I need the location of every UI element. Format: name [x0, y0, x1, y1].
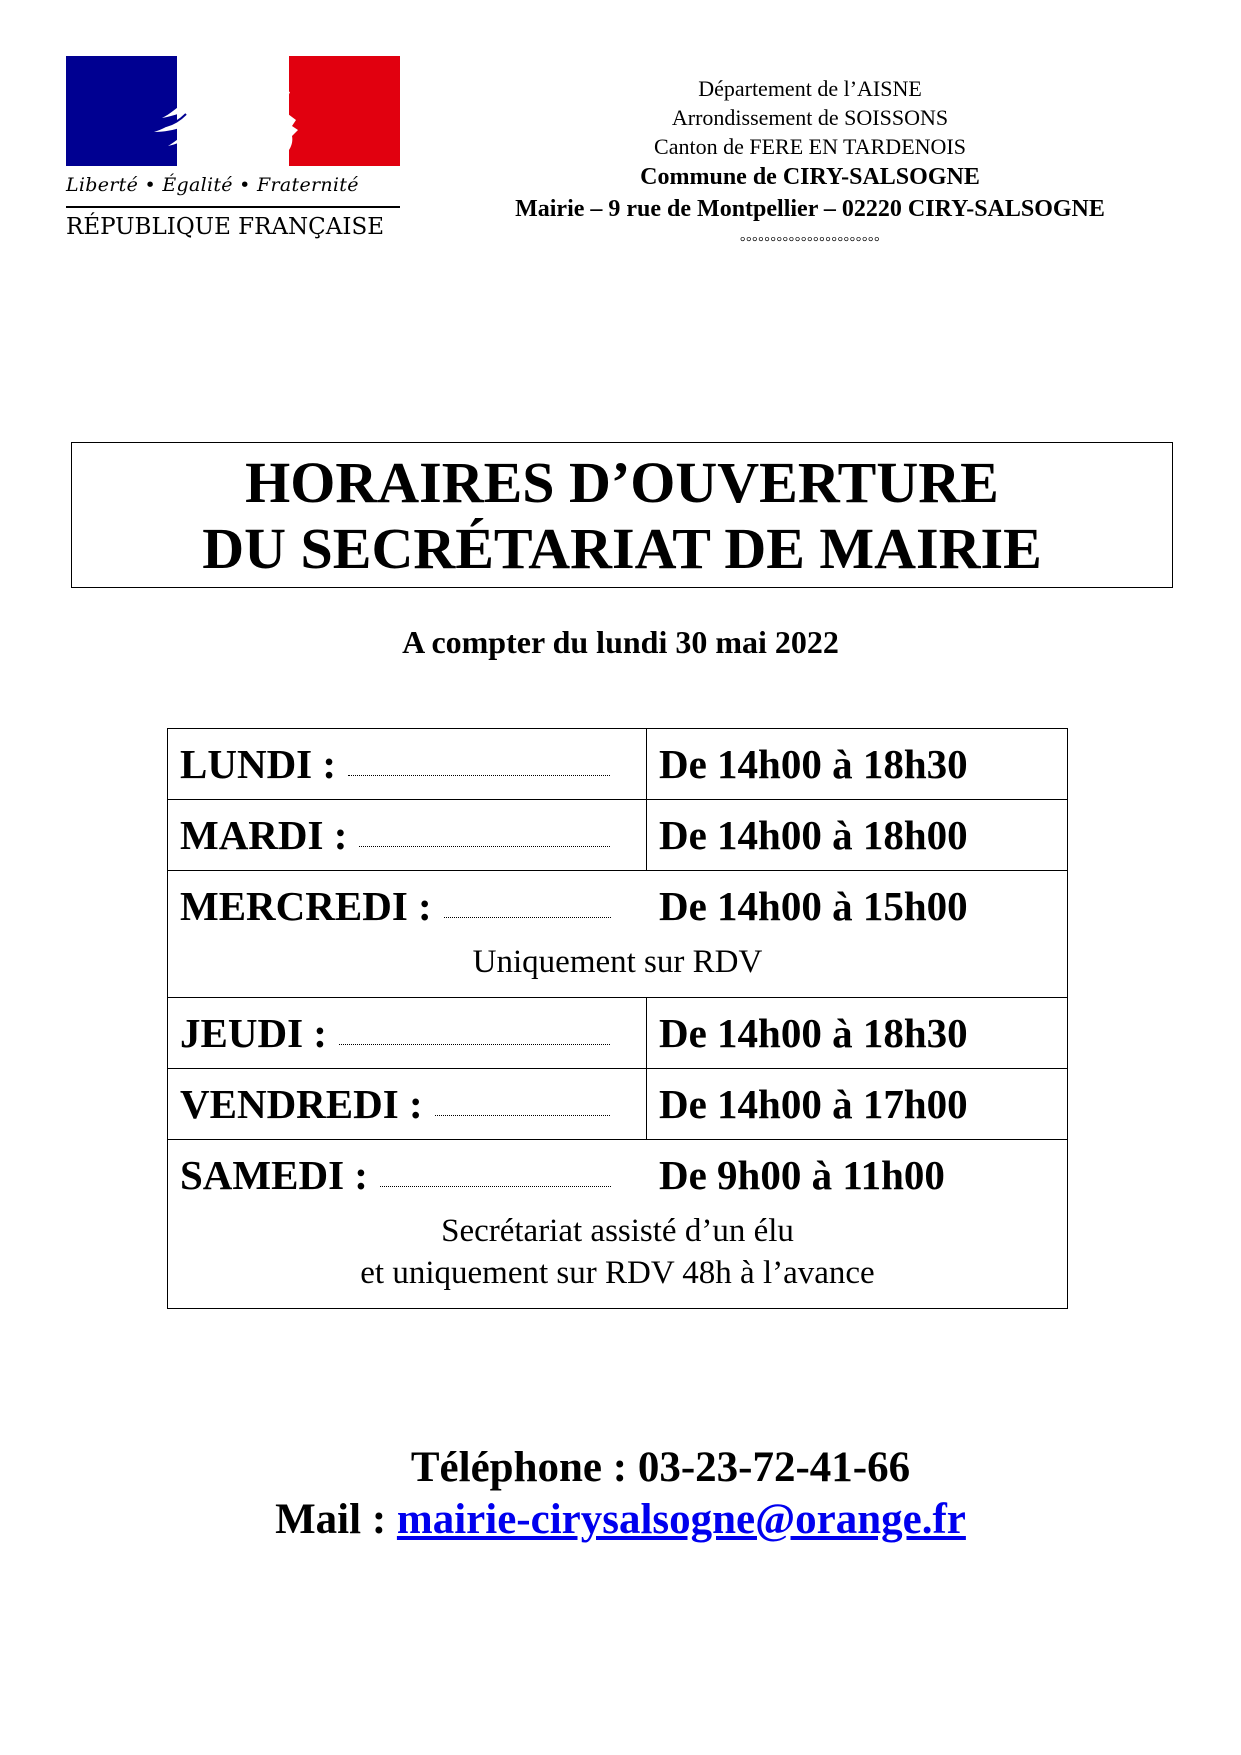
department-line: Département de l’AISNE: [698, 76, 922, 101]
dotted-leader: [435, 1114, 610, 1116]
schedule-row-lundi: [168, 729, 1067, 800]
logo-rule: [66, 206, 400, 208]
title-box: [71, 442, 1173, 588]
hours-value: De 14h00 à 18h00: [659, 812, 968, 858]
schedule-row-samedi: [168, 1140, 1067, 1308]
schedule-row-jeudi: [168, 998, 1067, 1069]
address-line: Mairie – 9 rue de Montpellier – 02220 CIRY-SALSOGNE: [515, 196, 1105, 222]
effective-date: A compter du lundi 30 mai 2022: [402, 624, 839, 660]
title-line-2: DU SECRÉTARIAT DE MAIRIE: [202, 516, 1042, 581]
schedule-row-mercredi: [168, 871, 1067, 998]
schedule-note: Uniquement sur RDV: [472, 944, 763, 980]
mail-line: [0, 1494, 1241, 1546]
day-label: LUNDI :: [180, 741, 337, 787]
day-label: MERCREDI :: [180, 883, 432, 929]
schedule-row-vendredi: [168, 1069, 1067, 1140]
dotted-leader: [359, 845, 610, 847]
marianne-icon: [122, 56, 372, 166]
mail-label: Mail :: [275, 1496, 397, 1543]
schedule-note: Secrétariat assisté d’un élu: [441, 1213, 794, 1249]
header-separator: °°°°°°°°°°°°°°°°°°°°°°°: [739, 235, 881, 250]
hours-value: De 14h00 à 18h30: [659, 1010, 968, 1056]
mail-link[interactable]: mairie-cirysalsogne@orange.fr: [396, 1496, 966, 1543]
title-line-1: HORAIRES D’OUVERTURE: [245, 450, 999, 515]
day-label: SAMEDI :: [180, 1152, 368, 1198]
dotted-leader: [444, 916, 611, 918]
schedule-note: et uniquement sur RDV 48h à l’avance: [360, 1255, 875, 1291]
republique-francaise-logo: [66, 56, 404, 256]
hours-value: De 14h00 à 18h30: [659, 741, 968, 787]
republic-motto: Liberté • Égalité • Fraternité: [66, 174, 359, 196]
hours-value: De 14h00 à 15h00: [659, 883, 968, 929]
hours-value: De 9h00 à 11h00: [659, 1152, 945, 1198]
contact-block: [0, 1442, 1241, 1546]
republic-name: RÉPUBLIQUE FRANÇAISE: [66, 214, 385, 240]
commune-line: Commune de CIRY-SALSOGNE: [640, 164, 980, 190]
day-label: MARDI :: [180, 812, 348, 858]
dotted-leader: [348, 774, 610, 776]
dotted-leader: [380, 1185, 611, 1187]
day-label: VENDREDI :: [180, 1081, 423, 1127]
schedule-row-mardi: [168, 800, 1067, 871]
day-label: JEUDI :: [180, 1010, 327, 1056]
dotted-leader: [339, 1043, 610, 1045]
canton-line: Canton de FERE EN TARDENOIS: [654, 134, 966, 159]
hours-value: De 14h00 à 17h00: [659, 1081, 968, 1127]
arrondissement-line: Arrondissement de SOISSONS: [671, 105, 949, 130]
phone-line: Téléphone : 03-23-72-41-66: [410, 1444, 911, 1491]
schedule-table: [167, 728, 1068, 1309]
mairie-header: [420, 74, 1200, 253]
